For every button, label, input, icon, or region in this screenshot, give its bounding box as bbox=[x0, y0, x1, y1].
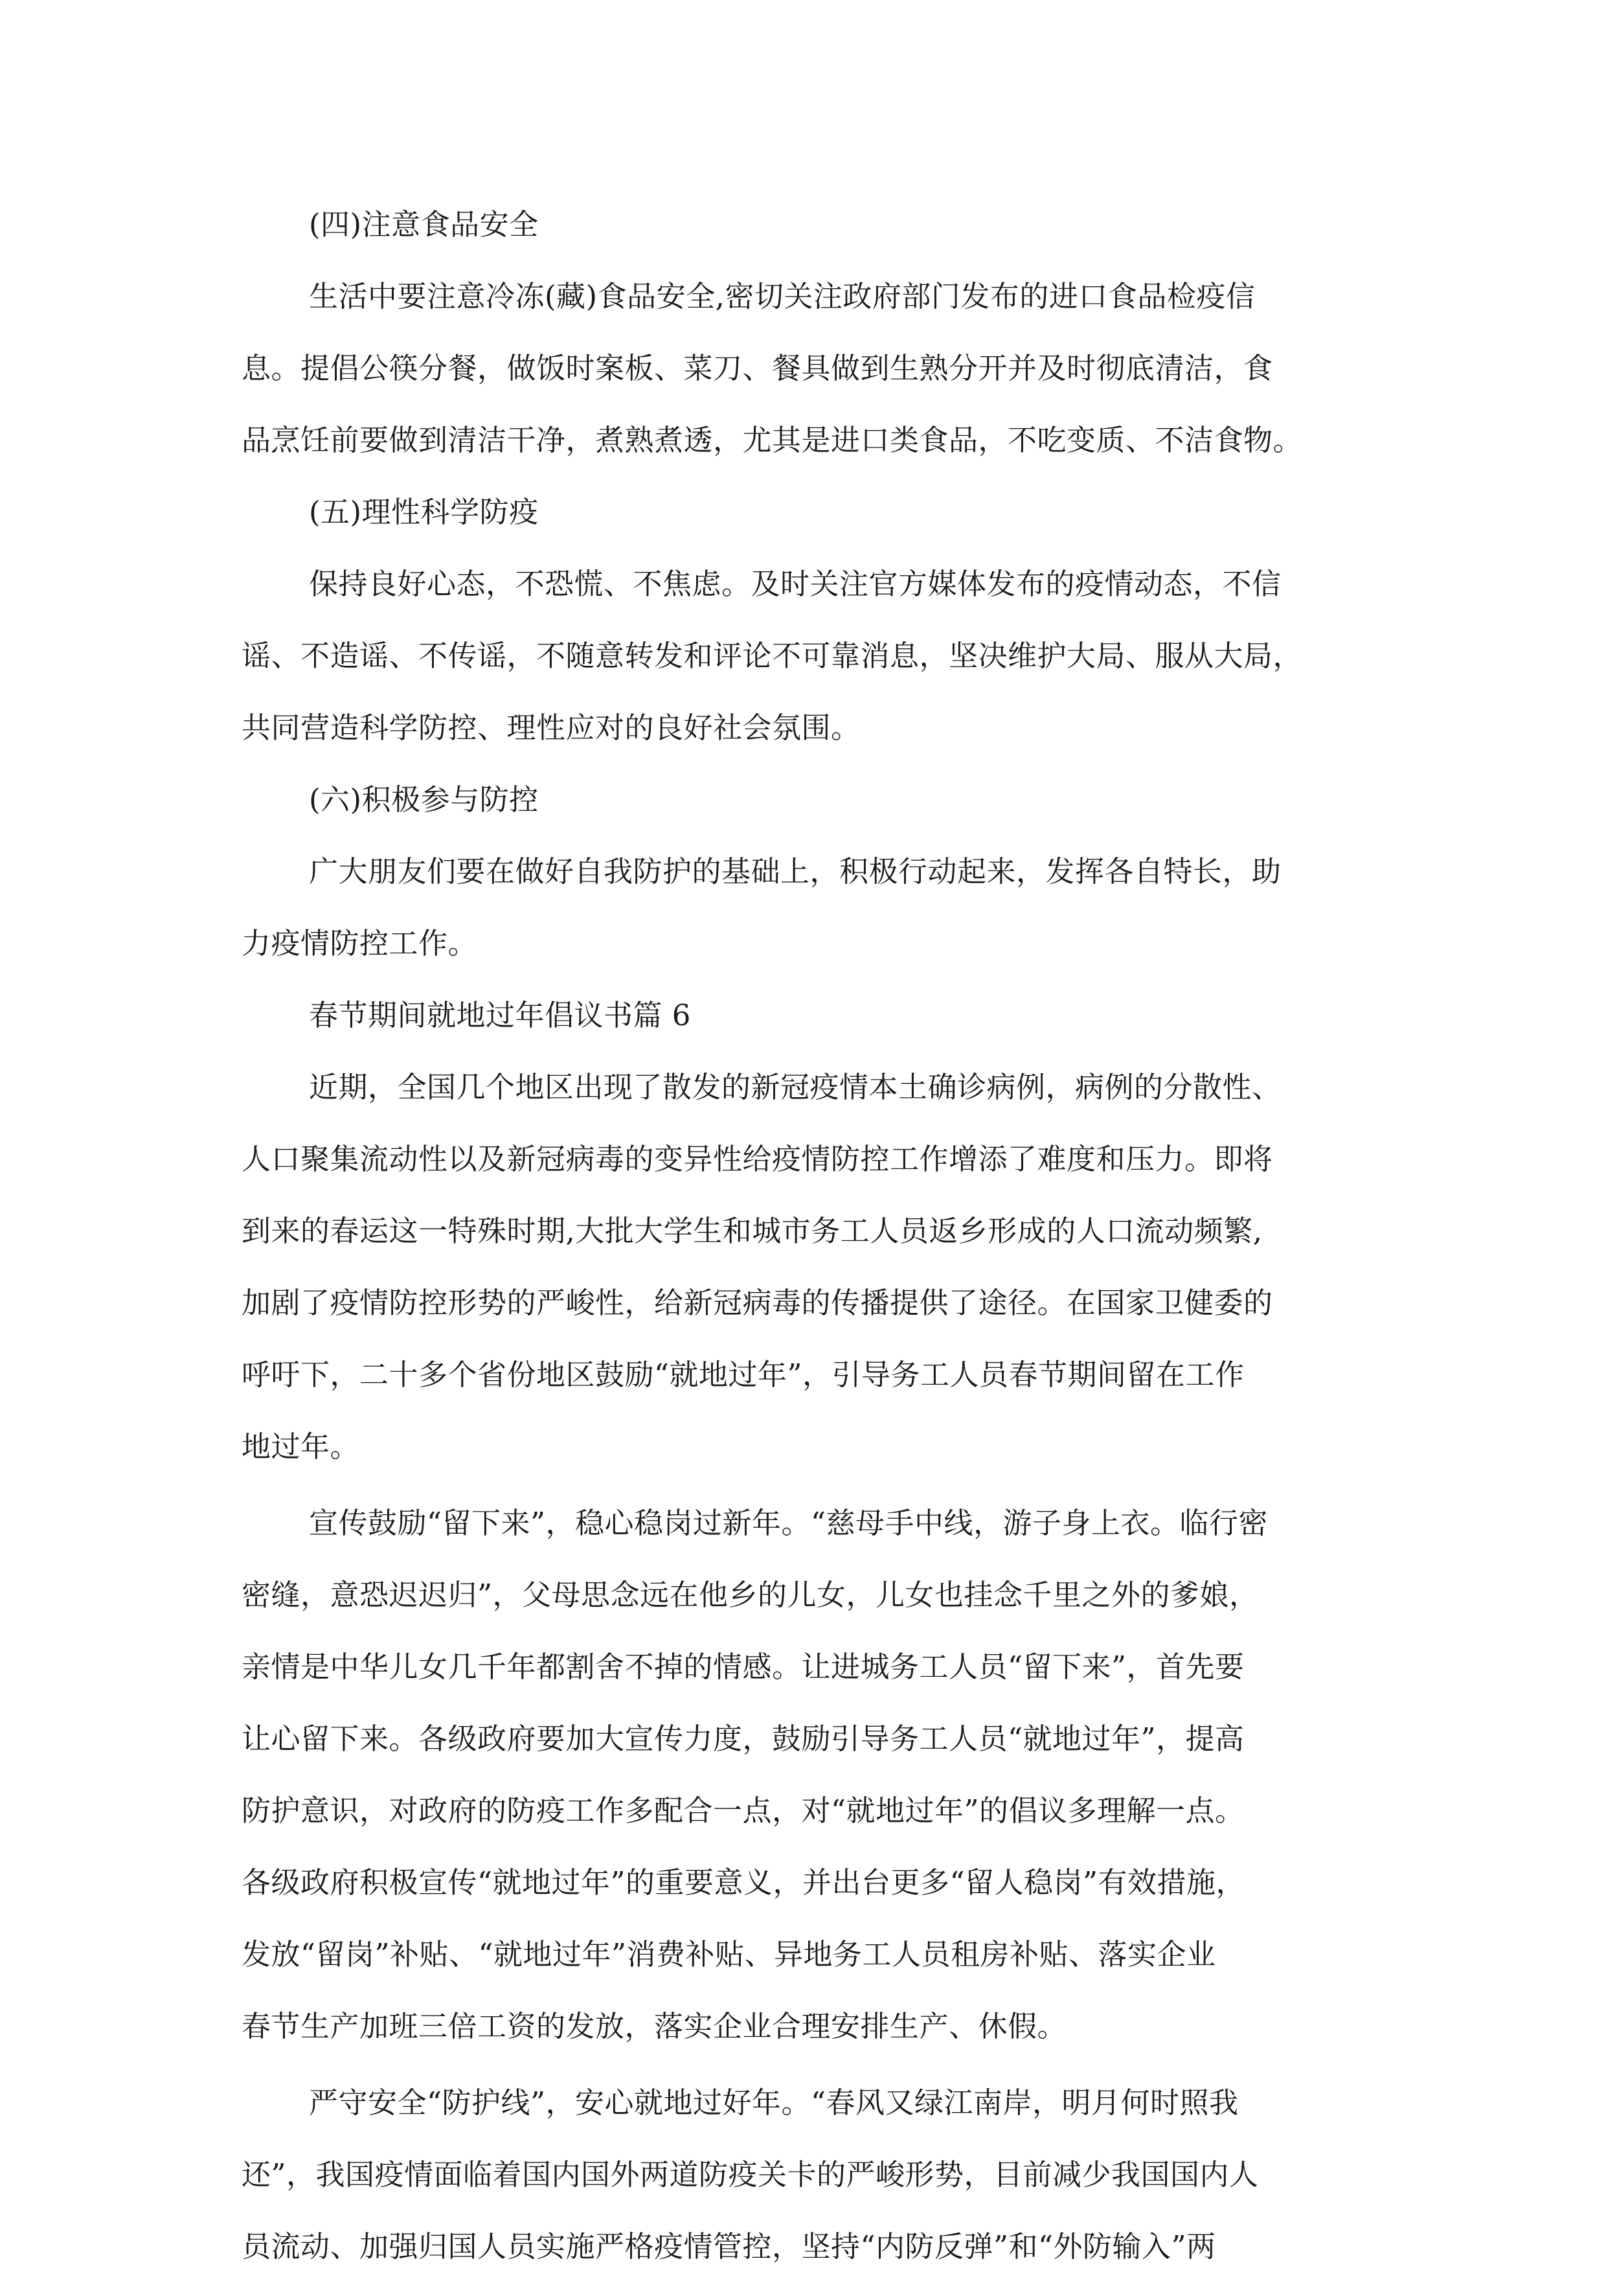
text-line: 让心留下来。各级政府要加大宣传力度，鼓励引导务工人员“就地过年”，提高 bbox=[242, 1722, 1245, 1756]
text-line: 到来的春运这一特殊时期,大批大学生和城市务工人员返乡形成的人口流动频繁, bbox=[242, 1214, 1263, 1248]
text-line: 亲情是中华儿女几千年都割舍不掉的情感。让进城务工人员“留下来”，首先要 bbox=[242, 1650, 1245, 1684]
text-line: 品烹饪前要做到清洁干净，煮熟煮透，尤其是进口类食品，不吃变质、不洁食物。 bbox=[242, 423, 1303, 457]
text-line: 力疫情防控工作。 bbox=[242, 926, 478, 960]
text-line: (五)理性科学防疫 bbox=[309, 495, 539, 529]
text-line: 各级政府积极宣传“就地过年”的重要意义，并出台更多“留人稳岗”有效措施， bbox=[242, 1865, 1246, 1900]
text-line: (四)注意食品安全 bbox=[309, 207, 539, 242]
text-line: 保持良好心态，不恐慌、不焦虑。及时关注官方媒体发布的疫情动态，不信 bbox=[309, 567, 1282, 601]
text-line: 呼吁下，二十多个省份地区鼓励“就地过年”，引导务工人员春节期间留在工作 bbox=[242, 1358, 1245, 1392]
document-body bbox=[242, 202, 1366, 2296]
text-line: 加剧了疫情防控形势的严峻性，给新冠病毒的传播提供了途径。在国家卫健委的 bbox=[242, 1286, 1273, 1320]
text-line: 春节生产加班三倍工资的发放，落实企业合理安排生产、休假。 bbox=[242, 2009, 1067, 2043]
text-line: 员流动、加强归国人员实施严格疫情管控，坚持“内防反弹”和“外防输入”两 bbox=[242, 2229, 1216, 2264]
text-line: 近期，全国几个地区出现了散发的新冠疫情本土确诊病例，病例的分散性、 bbox=[309, 1070, 1282, 1104]
text-line: 共同营造科学防控、理性应对的良好社会氛围。 bbox=[242, 710, 861, 745]
text-line: 发放“留岗”补贴、“就地过年”消费补贴、异地务工人员租房补贴、落实企业 bbox=[242, 1937, 1216, 1972]
text-line: 地过年。 bbox=[242, 1429, 360, 1464]
text-line: (六)积极参与防控 bbox=[309, 782, 539, 817]
text-line: 息。提倡公筷分餐，做饭时案板、菜刀、餐具做到生熟分开并及时彻底清洁，食 bbox=[242, 351, 1273, 385]
text-line: 春节期间就地过年倡议书篇 6 bbox=[309, 998, 691, 1032]
text-line: 密缝，意恐迟迟归”，父母思念远在他乡的儿女，儿女也挂念千里之外的爹娘， bbox=[242, 1578, 1259, 1612]
text-line: 生活中要注意冷冻(藏)食品安全,密切关注政府部门发布的进口食品检疫信 bbox=[309, 279, 1256, 313]
text-line: 还”，我国疫情面临着国内国外两道防疫关卡的严峻形势，目前减少我国国内人 bbox=[242, 2157, 1259, 2192]
text-line: 严守安全“防护线”，安心就地过好年。“春风又绿江南岸，明月何时照我 bbox=[309, 2086, 1239, 2120]
text-line: 防护意识，对政府的防疫工作多配合一点，对“就地过年”的倡议多理解一点。 bbox=[242, 1793, 1245, 1828]
text-line: 宣传鼓励“留下来”，稳心稳岗过新年。“慈母手中线，游子身上衣。临行密 bbox=[309, 1506, 1269, 1540]
text-line: 人口聚集流动性以及新冠病毒的变异性给疫情防控工作增添了难度和压力。即将 bbox=[242, 1142, 1273, 1176]
text-line: 谣、不造谣、不传谣，不随意转发和评论不可靠消息，坚决维护大局、服从大局， bbox=[242, 639, 1303, 673]
text-line: 广大朋友们要在做好自我防护的基础上，积极行动起来，发挥各自特长，助 bbox=[309, 854, 1282, 889]
